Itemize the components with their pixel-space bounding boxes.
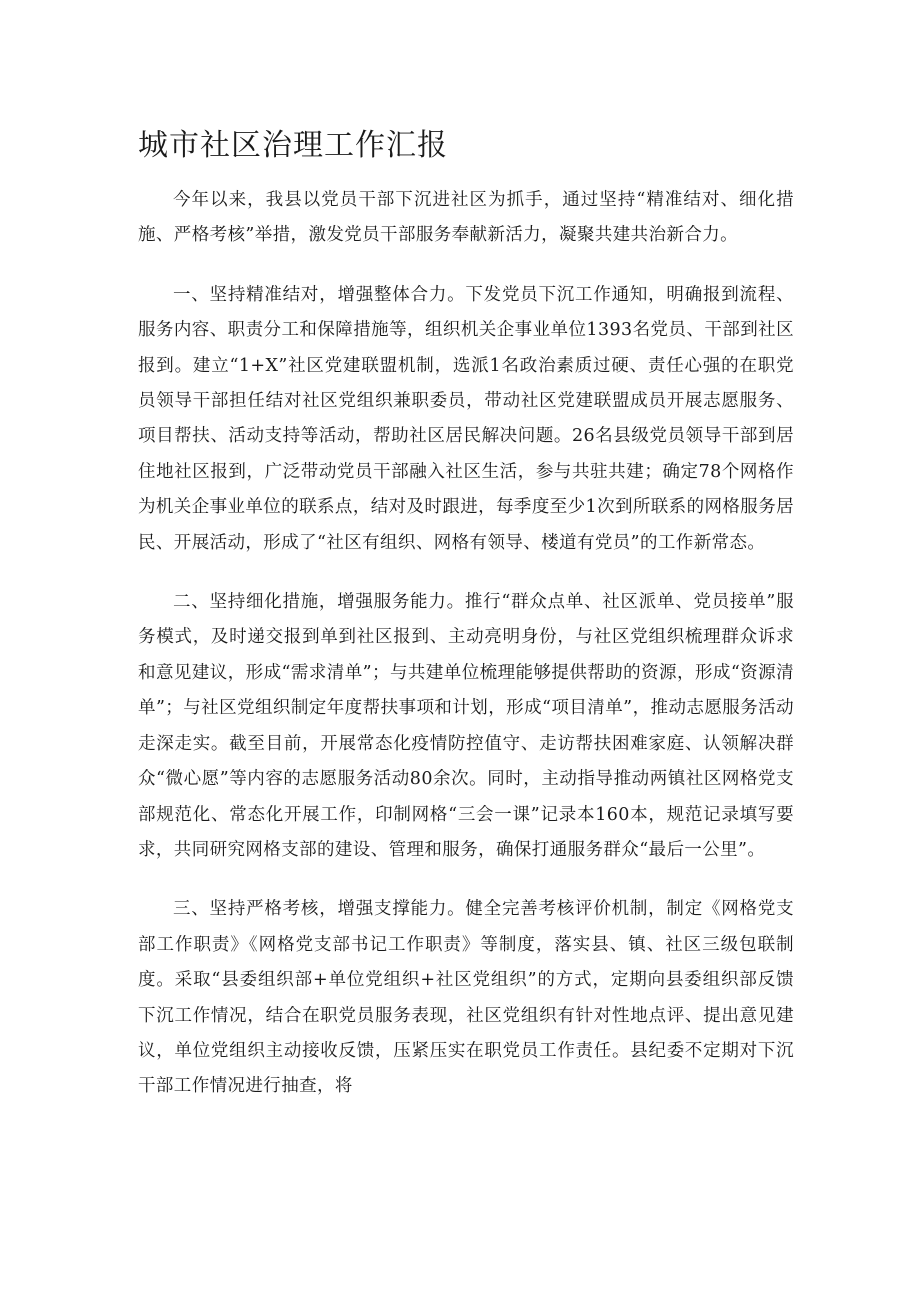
paragraph-section-2: 二、坚持细化措施，增强服务能力。推行“群众点单、社区派单、党员接单”服务模式，及时递交报到单到社区报到、主动亮明身份，与社区党组织梳理群众诉求和意见建议，形成“需求清单”；与共建单位梳理能够提供帮助的资源，形成“资源清单”；与社区党组织制定年度帮扶事项和计划，形成“项目清单”，推动志愿服务活动走深走实。截至目前，开展常态化疫情防控值守、走访帮扶困难家庭、认领解决群众“微心愿”等内容的志愿服务活动80余次。同时，主动指导推动两镇社区网格党支部规范化、常态化开展工作，印制网格“三会一课”记录本160本，规范记录填写要求，共同研究网格支部的建设、管理和服务，确保打通服务群众“最后一公里”。 bbox=[138, 592, 794, 860]
document-body bbox=[138, 183, 794, 1129]
document-title: 城市社区治理工作汇报 bbox=[138, 128, 448, 163]
paragraph-section-3: 三、坚持严格考核，增强支撑能力。健全完善考核评价机制，制定《网格党支部工作职责》《网格党支部书记工作职责》等制度，落实县、镇、社区三级包联制度。采取“县委组织部+单位党组织+社区党组织”的方式，定期向县委组织部反馈下沉工作情况，结合在职党员服务表现，社区党组织有针对性地点评、提出意见建议，单位党组织主动接收反馈，压紧压实在职党员工作责任。县纪委不定期对下沉干部工作情况进行抽查，将 bbox=[138, 899, 794, 1097]
paragraph-section-1: 一、坚持精准结对，增强整体合力。下发党员下沉工作通知，明确报到流程、服务内容、职责分工和保障措施等，组织机关企事业单位1393名党员、干部到社区报到。建立“1+X”社区党建联盟机制，选派1名政治素质过硬、责任心强的在职党员领导干部担任结对社区党组织兼职委员，带动社区党建联盟成员开展志愿服务、项目帮扶、活动支持等活动，帮助社区居民解决问题。26名县级党员领导干部到居住地社区报到，广泛带动党员干部融入社区生活，参与共驻共建；确定78个网格作为机关企事业单位的联系点，结对及时跟进，每季度至少1次到所联系的网格服务居民、开展活动，形成了“社区有组织、网格有领导、楼道有党员”的工作新常态。 bbox=[138, 284, 794, 553]
paragraph-intro: 今年以来，我县以党员干部下沉进社区为抓手，通过坚持“精准结对、细化措施、严格考核”举措，激发党员干部服务奉献新活力，凝聚共建共治新合力。 bbox=[138, 190, 794, 246]
